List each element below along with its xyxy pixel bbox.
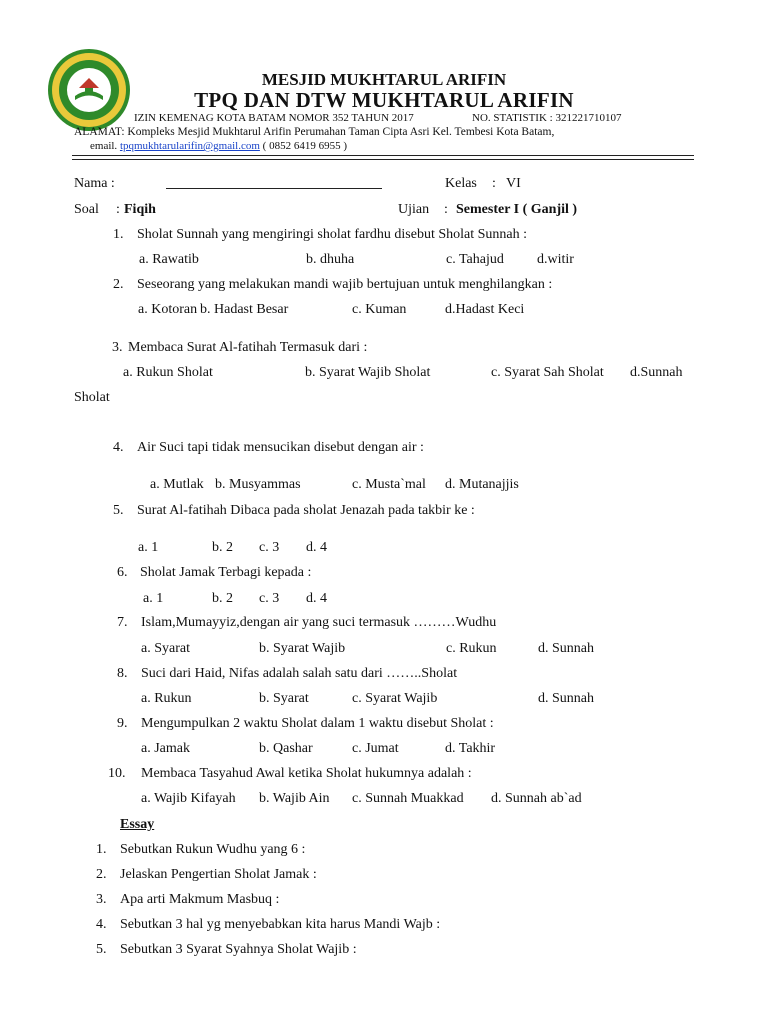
question-7-text: Islam,Mumayyiz,dengan air yang suci termasuk ………Wudhu: [141, 615, 497, 630]
essay-5-text: Sebutkan 3 Syarat Syahnya Sholat Wajib :: [120, 942, 357, 957]
statistic-number: NO. STATISTIK : 321221710107: [472, 112, 622, 124]
question-6-option-a: a. 1: [143, 591, 164, 606]
name-blank: [166, 176, 382, 194]
essay-3-number: 3.: [96, 892, 107, 907]
question-7-option-c: c. Rukun: [446, 641, 497, 656]
question-2-text: Seseorang yang melakukan mandi wajib bertujuan untuk menghilangkan :: [137, 277, 553, 292]
question-3-option-b: b. Syarat Wajib Sholat: [305, 365, 431, 380]
question-3-text: Membaca Surat Al-fatihah Termasuk dari :: [128, 340, 368, 355]
question-7-option-a: a. Syarat: [141, 641, 190, 656]
exam-colon: :: [444, 202, 448, 217]
subject-label: Soal: [74, 202, 99, 217]
contact-line: [90, 140, 347, 152]
question-8-option-b: b. Syarat: [259, 691, 309, 706]
question-4-text: Air Suci tapi tidak mensucikan disebut dengan air :: [137, 440, 424, 455]
email-label: email.: [90, 140, 118, 152]
header-divider-thin: [72, 159, 694, 160]
question-2-option-d: d.Hadast Keci: [445, 302, 525, 317]
question-3-number: 3.: [112, 340, 123, 355]
question-3-option-d-wrap: Sholat: [74, 390, 110, 405]
question-1-option-b: b. dhuha: [306, 252, 355, 267]
question-9-number: 9.: [117, 716, 128, 731]
question-10-option-a: a. Wajib Kifayah: [141, 791, 236, 806]
question-4-option-a: a. Mutlak: [150, 477, 204, 492]
question-5-option-a: a. 1: [138, 540, 159, 555]
question-7-option-d: d. Sunnah: [538, 641, 594, 656]
question-5-option-d: d. 4: [306, 540, 327, 555]
question-10-text: Membaca Tasyahud Awal ketika Sholat hukumnya adalah :: [141, 766, 472, 781]
question-2-option-a: a. Kotoran: [138, 302, 198, 317]
question-1-number: 1.: [113, 227, 124, 242]
question-4-option-b: b. Musyammas: [215, 477, 301, 492]
mosque-name: MESJID MUKHTARUL ARIFIN: [261, 70, 507, 89]
essay-4-text: Sebutkan 3 hal yg menyebabkan kita harus Mandi Wajb :: [120, 917, 441, 932]
question-6-option-d: d. 4: [306, 591, 327, 606]
question-3-option-d: d.Sunnah: [630, 365, 683, 380]
question-2-option-c: c. Kuman: [352, 302, 407, 317]
question-10-option-b: b. Wajib Ain: [259, 791, 330, 806]
question-4-option-d: d. Mutanajjis: [445, 477, 519, 492]
permit-number: IZIN KEMENAG KOTA BATAM NOMOR 352 TAHUN 2017: [134, 112, 414, 124]
subject-colon: :: [116, 202, 120, 217]
question-4-number: 4.: [113, 440, 124, 455]
email-link[interactable]: tpqmukhtarularifin@gmail.com: [119, 140, 260, 152]
class-colon: :: [492, 176, 496, 191]
question-9-option-c: c. Jumat: [352, 741, 399, 756]
question-5-option-c: c. 3: [259, 540, 280, 555]
address: ALAMAT: Kompleks Mesjid Mukhtarul Arifin Perumahan Taman Cipta Asri Kel. Tembesi Kota Batam,: [74, 126, 555, 138]
question-7-option-b: b. Syarat Wajib: [259, 641, 346, 656]
question-10-number: 10.: [108, 766, 126, 781]
question-9-option-b: b. Qashar: [259, 741, 313, 756]
essay-2-number: 2.: [96, 867, 107, 882]
question-10-option-d: d. Sunnah ab`ad: [491, 791, 582, 806]
question-6-number: 6.: [117, 565, 128, 580]
exam-value: Semester I ( Ganjil ): [456, 202, 578, 217]
exam-label: Ujian: [398, 202, 430, 217]
essay-5-number: 5.: [96, 942, 107, 957]
question-1-option-d: d.witir: [537, 252, 574, 267]
question-10-option-c: c. Sunnah Muakkad: [352, 791, 464, 806]
question-5-number: 5.: [113, 503, 124, 518]
phone-number: ( 0852 6419 6955 ): [262, 140, 347, 152]
question-6-option-c: c. 3: [259, 591, 280, 606]
question-1-option-c: c. Tahajud: [446, 252, 504, 267]
header-divider-thick: [72, 155, 694, 156]
question-6-option-b: b. 2: [212, 591, 233, 606]
class-label: Kelas: [445, 176, 477, 191]
name-label: Nama :: [74, 176, 115, 191]
class-value: VI: [506, 176, 521, 191]
essay-1-text: Sebutkan Rukun Wudhu yang 6 :: [120, 842, 306, 857]
question-5-option-b: b. 2: [212, 540, 233, 555]
essay-2-text: Jelaskan Pengertian Sholat Jamak :: [120, 867, 317, 882]
essay-title: Essay: [120, 817, 155, 832]
question-3-option-a: a. Rukun Sholat: [123, 365, 213, 380]
essay-3-text: Apa arti Makmum Masbuq :: [120, 892, 280, 907]
essay-1-number: 1.: [96, 842, 107, 857]
question-5-text: Surat Al-fatihah Dibaca pada sholat Jenazah pada takbir ke :: [137, 503, 475, 518]
question-2-option-b: b. Hadast Besar: [200, 302, 289, 317]
question-8-option-d: d. Sunnah: [538, 691, 594, 706]
question-1-option-a: a. Rawatib: [139, 252, 199, 267]
essay-4-number: 4.: [96, 917, 107, 932]
question-9-option-d: d. Takhir: [445, 741, 496, 756]
question-8-number: 8.: [117, 666, 128, 681]
question-8-option-c: c. Syarat Wajib: [352, 691, 438, 706]
school-name: TPQ DAN DTW MUKHTARUL ARIFIN: [194, 88, 574, 112]
question-1-text: Sholat Sunnah yang mengiringi sholat fardhu disebut Sholat Sunnah :: [137, 227, 528, 242]
question-7-number: 7.: [117, 615, 128, 630]
question-9-option-a: a. Jamak: [141, 741, 190, 756]
question-2-number: 2.: [113, 277, 124, 292]
subject-value: Fiqih: [124, 202, 156, 217]
question-8-option-a: a. Rukun: [141, 691, 192, 706]
question-3-option-c: c. Syarat Sah Sholat: [491, 365, 604, 380]
question-9-text: Mengumpulkan 2 waktu Sholat dalam 1 waktu disebut Sholat :: [141, 716, 494, 731]
question-4-option-c: c. Musta`mal: [352, 477, 426, 492]
question-8-text: Suci dari Haid, Nifas adalah salah satu dari ……..Sholat: [141, 666, 458, 681]
question-6-text: Sholat Jamak Terbagi kepada :: [140, 565, 312, 580]
